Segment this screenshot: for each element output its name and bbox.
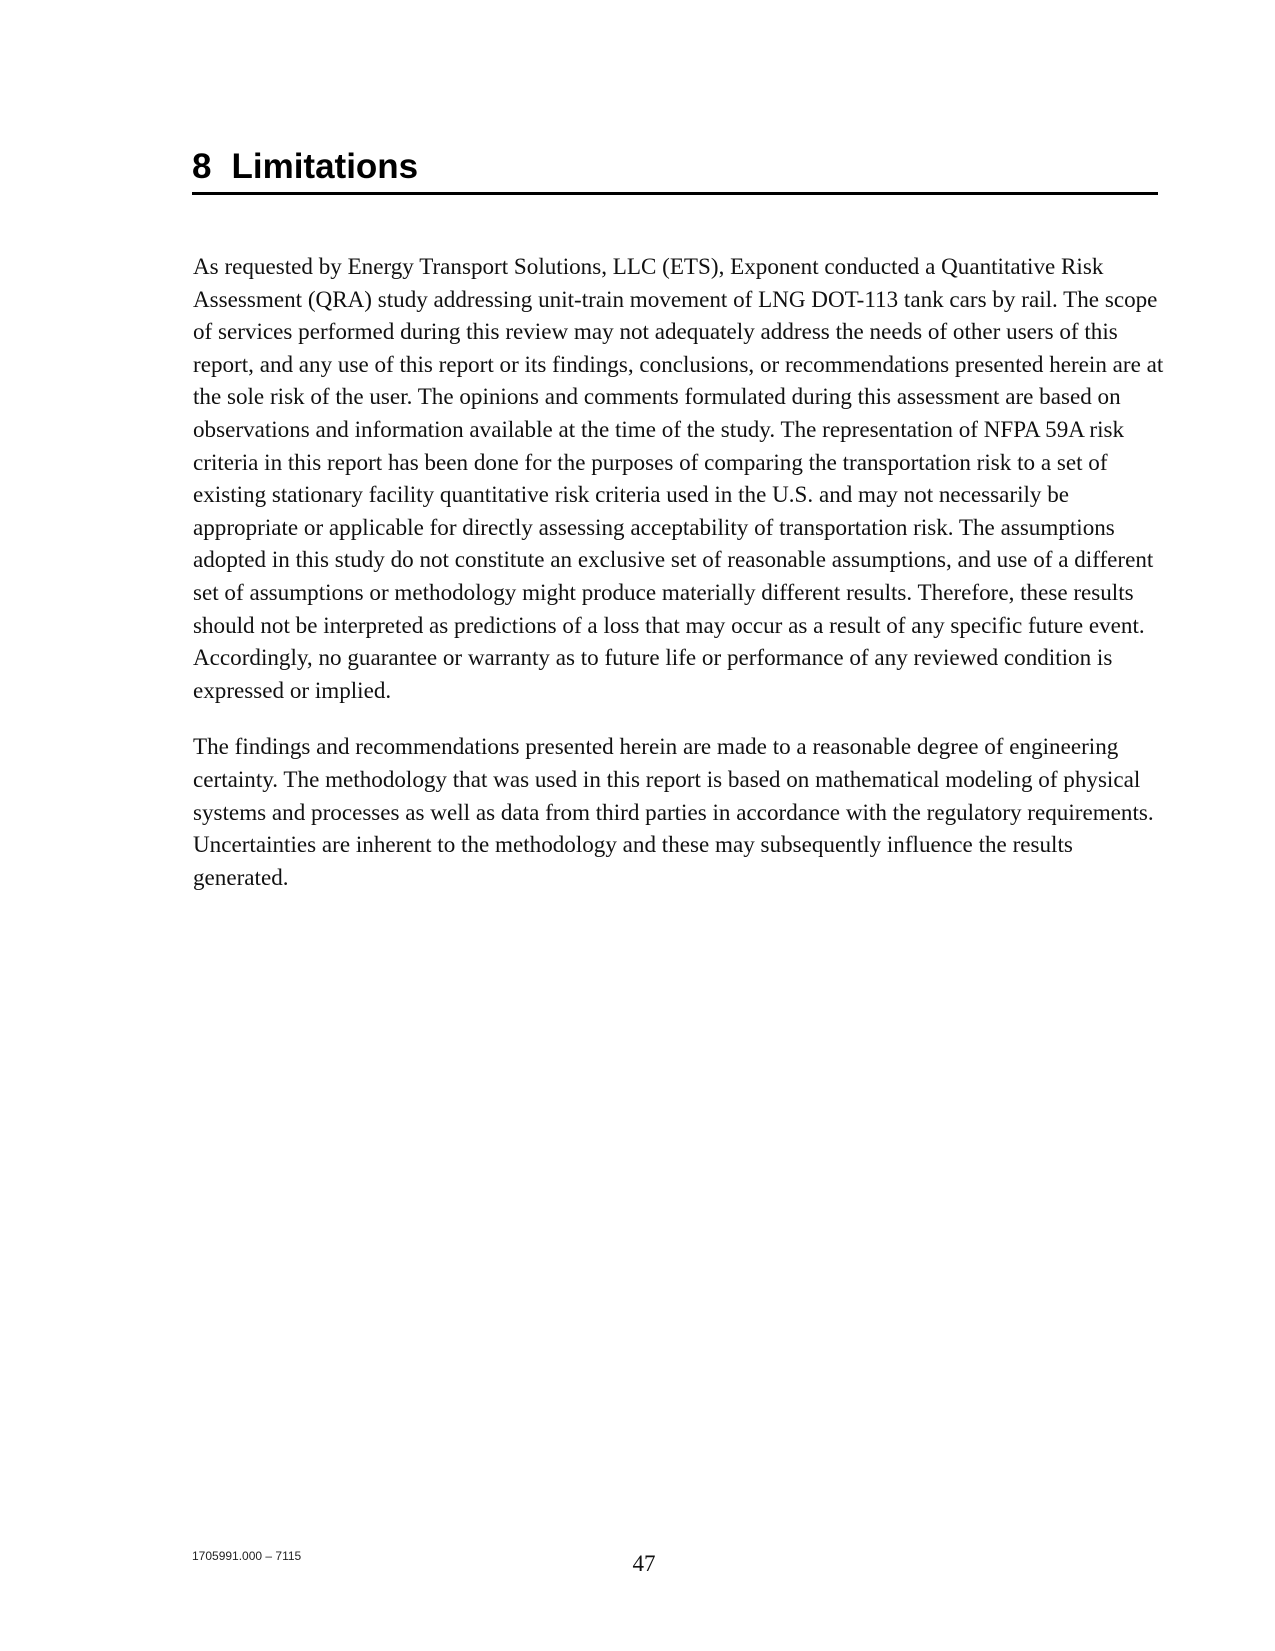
section-heading — [192, 146, 1158, 195]
page-number: 47 — [632, 1551, 656, 1576]
paragraph-scope-of-services: As requested by Energy Transport Solutions, LLC (ETS), Exponent conducted a Quantitative Risk Assessment (QRA) study addressing unit-train movement of LNG DOT-113 tank cars by rail. The scope of services performed during this review may not adequately address the needs of other users of this report, and any use of this report or its findings, conclusions, or recommendations presented herein are at the sole risk of the user. The opinions and comments formulated during this assessment are based on observations and information available at the time of the study. The representation of NFPA 59A risk criteria in this report has been done for the purposes of comparing the transportation risk to a set of existing stationary facility quantitative risk criteria used in the U.S. and may not necessarily be appropriate or applicable for directly assessing acceptability of transportation risk. The assumptions adopted in this study do not constitute an exclusive set of reasonable assumptions, and use of a different set of assumptions or methodology might produce materially different results. Therefore, these results should not be interpreted as predictions of a loss that may occur as a result of any specific future event. Accordingly, no guarantee or warranty as to future life or performance of any reviewed condition is expressed or implied. — [193, 253, 1164, 703]
section-title: Limitations — [231, 147, 419, 186]
section-body — [193, 250, 1168, 917]
paragraph-engineering-certainty: The findings and recommendations presented herein are made to a reasonable degree of engineering certainty. The methodology that was used in this report is based on mathematical modeling of physical systems and processes as well as data from third parties in accordance with the regulatory requirements. Uncertainties are inherent to the methodology and these may subsequently influence the results generated. — [193, 733, 1154, 890]
section-number: 8 — [192, 147, 212, 186]
document-reference: 1705991.000 – 7115 — [192, 1549, 302, 1563]
